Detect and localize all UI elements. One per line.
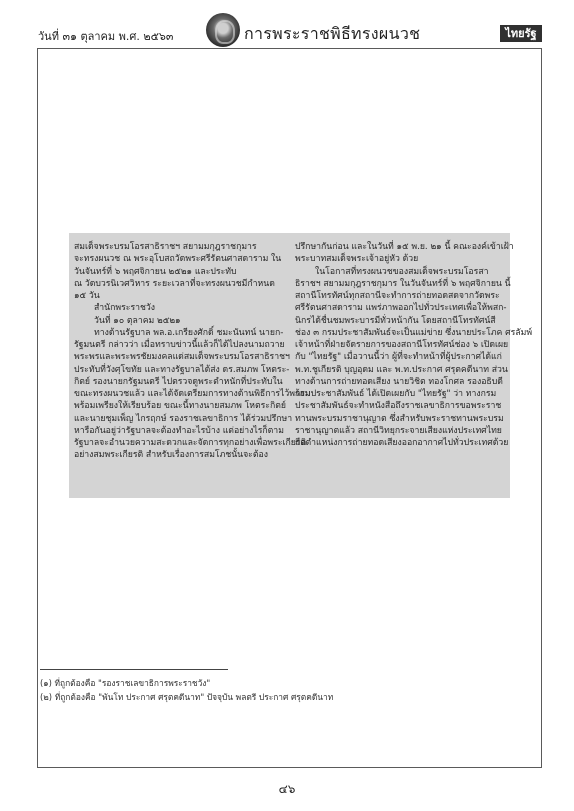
footnote-rule [40,669,228,670]
clipping-text-line: พระบาทสมเด็จพระเจ้าอยู่หัว ด้วย [295,254,419,265]
clipping-text-line: ทางด้านการถ่ายทอดเสียง นายวิชิต ทองโกศล รองอธิบดี [295,376,503,387]
page-number: ๔๖ [278,782,296,796]
clipping-text-line: ราชานุญาตแล้ว สถานีวิทยุกระจายเสียงแห่งประเทศไทย [295,425,502,436]
clipping-text-line: ประทับที่วังศุโขทัย และทางรัฐบาลได้ส่ง ดร.สมภพ โหตระ- [74,364,290,375]
clipping-text-line: ๑๕ วัน [74,291,100,301]
clipping-text-line: กรมประชาสัมพันธ์ ได้เปิดเผยกับ "ไทยรัฐ" ว่า ทางกรม [295,389,497,399]
clipping-text-line: สมเด็จพระบรมโอรสาธิราชฯ สยามมกุฎราชกุมาร [74,242,257,252]
clipping-text-line: ในโอกาสที่ทรงผนวชของสมเด็จพระบรมโอรสา [315,266,489,277]
clipping-text-line: พ.ท.ชูเกียรติ บุญอุดม และ พ.ท.ประกาศ ศรุตคดีนาท ส่วน [295,364,508,375]
footnote-2: (๒) ที่ถูกต้องคือ "พันโท ประกาศ ศรุตคดีนาท" ปัจจุบัน พลตรี ประกาศ ศรุตคดีนาท [40,692,334,702]
header-date: วันที่ ๓๑ ตุลาคม พ.ศ. ๒๕๖๓ [38,30,174,43]
clipping-text-line: อย่างสมพระเกียรติ สำหรับเรื่องการสมโภชนั้นจะต้อง [74,450,268,461]
page-header [0,0,574,52]
clipping-text-line: ปรึกษากันก่อน และในวันที่ ๑๕ พ.ย. ๒๑ นี้ คณะองค์เข้าเฝ้า [295,242,514,252]
clipping-text-line: สถานีโทรทัศน์ทุกสถานีจะทำการถ่ายทอดสดจากวัดพระ [295,291,500,301]
clipping-text-line: รัฐมนตรี กล่าวว่า เมื่อทราบข่าวนี้แล้วก็ได้ไปลงนามถวาย [74,340,285,350]
clipping-text-line: กิตย์ รองนายกรัฐมนตรี ไปตรวจดูพระตำหนักที่ประทับใน [74,376,283,387]
publisher-logo: ไทยรัฐ [500,25,542,42]
clipping-text-line: ขณะทรงผนวชแล้ว และได้จัดเตรียมการทางด้านพิธีการไว้พร้อม [74,389,311,399]
clipping-text-line: ทางด้านรัฐบาล พล.อ.เกรียงศักดิ์ ชมะนันทน์ นายก- [94,327,284,338]
clipping-text-line: ศรีรัตนศาสดาราม แพร่ภาพออกไปทั่วประเทศเพื่อให้พสก- [295,303,507,314]
clipping-text-line: เจ้าหน้าที่ฝ่ายจัดรายการของสถานีโทรทัศน์ช่อง ๖ เปิดเผย [295,340,509,350]
clipping-text-line: กับ "ไทยรัฐ" เมื่อวานนี้ว่า ผู้ที่จะทำหน้าที่ผู้ประกาศได้แก่ [295,352,502,363]
clipping-text-line: ทานพระบรมราชานุญาต ซึ่งสำหรับพระราชทานพระบรม [295,413,504,424]
royal-seal-icon [206,13,240,47]
clipping-text-line: พร้อมเพรียงให้เรียบร้อย ขณะนี้ทางนายสมภพ โหตระกิตย์ [74,401,286,412]
clipping-text-line: ธิราชฯ สยามมกุฎราชกุมาร ในวันจันทร์ที่ ๖ พฤศจิกายน นี้ [295,278,511,289]
clipping-text-line: ช่อง ๓ กรมประชาสัมพันธ์จะเป็นแม่ข่าย ซึ่งนายประโภค ศรลัมพ์ [295,327,533,338]
header-title: การพระราชพิธีทรงผนวช [244,24,421,43]
clipping-right-column [295,241,533,491]
newspaper-clipping [69,233,533,498]
clipping-text-line: จะทรงผนวช ณ พระอุโบสถวัดพระศรีรัตนศาสดาราม ใน [74,254,282,265]
clipping-text-line: ประชาสัมพันธ์จะทำหนังสือถึงราชเลขาธิการขอพระราช [295,401,502,412]
clipping-text-line: วันจันทร์ที่ ๖ พฤศจิกายน ๒๕๒๑ และประทับ [74,266,237,277]
clipping-text-line: สำนักพระราชวัง [94,303,155,314]
clipping-text-line: ถือตำแหน่งการถ่ายทอดเสียงออกอากาศไปทั่วประเทศด้วย [295,438,509,448]
clipping-left-column [74,241,311,491]
clipping-text-line: หารือกันอยู่ว่ารัฐบาลจะต้องทำอะไรบ้าง แต่อย่างไรก็ตาม [74,425,284,436]
clipping-text-line: พระพรและพระพรชัยมงคลแด่สมเด็จพระบรมโอรสาธิราชฯ [74,352,290,363]
clipping-text-line: วันที่ ๑๐ ตุลาคม ๒๕๒๑ [94,315,181,326]
footnote-1: (๑) ที่ถูกต้องคือ "รองราชเลขาธิการพระราชวัง" [40,678,211,688]
clipping-text-line: และนายชุมเพ็ญ ไกรฤกษ์ รองราชเลขาธิการ ได้ร่วมปรึกษา [74,413,293,424]
clipping-text-line: รัฐบาลจะอำนวยความสะดวกและจัดการทุกอย่างเพื่อพระเกียรติ [74,438,307,448]
clipping-text-line: นิกรได้ชื่นชมพระบารมีทั่วหน้ากัน โดยสถานีโทรทัศน์สี [295,315,496,326]
clipping-text-line: ณ วัดบวรนิเวศวิหาร ระยะเวลาที่จะทรงผนวชมีกำหนด [74,278,275,289]
